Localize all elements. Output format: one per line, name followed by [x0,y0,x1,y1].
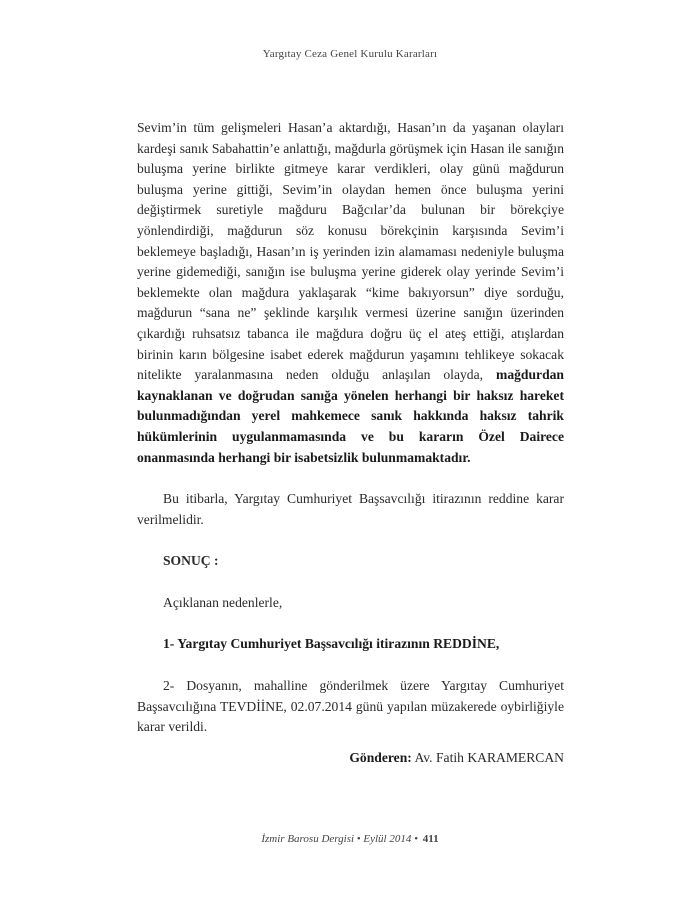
reasons-line: Açıklanan nedenlerle, [163,594,283,610]
result-item-1-text: 1- Yargıtay Cumhuriyet Başsavcılığı itirazının REDDİNE, [163,636,500,652]
paragraph-decision: Bu itibarla, Yargıtay Cumhuriyet Başsavcılığı itirazının reddine karar verilmelidir. [137,491,564,527]
page-number: 411 [422,833,439,845]
journal-name: İzmir Barosu Dergisi • Eylül 2014 • [261,833,418,845]
result-item-1 [137,634,564,655]
running-header: Yargıtay Ceza Genel Kurulu Kararları [262,48,438,60]
document-body [137,118,564,768]
paragraph-facts [137,118,564,468]
paragraph-facts-text: Sevim’in tüm gelişmeleri Hasan’a aktardığı, Hasan’ın da yaşanan olayları kardeşi sanık Sabahattin’e anlattığı, mağdurla görüşmek için Hasan ile sanığın buluşma yerine birlikte gitmeye karar verdikleri, olay günü mağdurun buluşma yerine gittiği, Sevim’in olaydan hemen önce buluşma yerini değiştirmek suretiyle mağduru Bağcılar’da bulunan bir börekçiye yönlendirdiği, mağdurun söz konusu börekçinin karşısında Sevim’i beklemeye başladığı, Hasan’ın iş yerinden izin alamaması nedeniyle buluşma yerine gidemediği, sanığın ise buluşma yerine giderek olay yerinde Sevim’i beklemekte olan mağdura yaklaşarak “kime bakıyorsun” diye sorduğu, mağdurun “sana ne” şeklinde karşılık vermesi üzerine sanığın üzerinden çıkardığı ruhsatsız tabanca ile mağdura doğru üç el ateş ettiği, atışlardan birinin karın bölgesine isabet ederek mağdurun yaşamını tehlikeye sokacak nitelikte yaralanmasına neden olduğu anlaşılan olayda, [137,120,564,383]
result-item-2: 2- Dosyanın, mahalline gönderilmek üzere Yargıtay Cumhuriyet Başsavcılığına TEVDİİNE, 02.07.2014 günü yapılan müzakerede oybirliğiyle karar verildi. [137,678,564,735]
page-footer [0,833,700,845]
result-heading: SONUÇ : [163,553,219,569]
paragraph-facts-conclusion: mağdurdan kaynaklanan ve doğrudan sanığa yönelen herhangi bir haksız hareket bulunmadığından yerel mahkemece sanık hakkında haksız tahrik hükümlerinin uygulanmamasında ve bu kararın Özel Dairece onanmasında herhangi bir isabetsizlik bulunmamaktadır. [137,367,564,465]
sender-label: Gönderen: [349,749,412,765]
sender-line [137,748,564,769]
sender-name: Av. Fatih KARAMERCAN [414,749,564,765]
